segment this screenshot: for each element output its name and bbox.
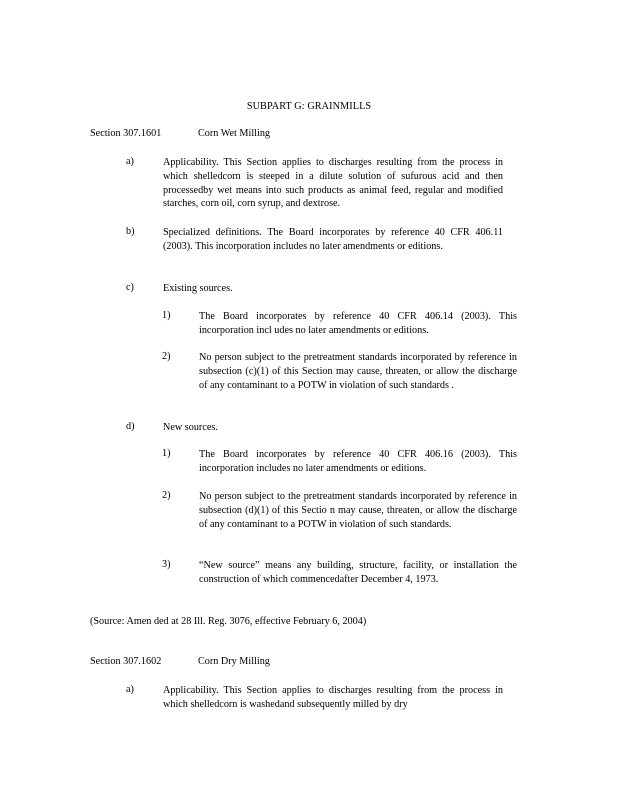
paragraph-marker: a) (126, 684, 134, 695)
section-number: Section 307.1601 (90, 128, 162, 139)
paragraph-marker: a) (126, 156, 134, 167)
subparagraph-marker: 1) (162, 448, 171, 459)
section-heading-1601 (90, 128, 271, 139)
subparagraph-marker: 1) (162, 310, 171, 321)
paragraph-text: Applicability. This Section applies to discharges resulting from the process in which shelledcorn is washedand subsequently milled by dry (163, 685, 503, 710)
subparagraph-text: The Board incorporates by reference 40 CFR 406.16 (2003). This incorporation includes no later amendments or editions. (199, 449, 517, 474)
section-number: Section 307.1602 (90, 656, 162, 667)
source-note: (Source: Amen ded at 28 Ill. Reg. 3076, effective February 6, 2004) (90, 616, 367, 627)
subparagraph-text: No person subject to the pretreatment standards incorporated by reference in subsection (d)(1) of this Sectio n may cause, threaten, or allow the discharge of any contaminant to a POTW in violation of such standards. (199, 491, 517, 530)
paragraph-text: Existing sources. (163, 283, 233, 294)
subparagraph-marker: 2) (162, 490, 171, 501)
subparagraph-text: No person subject to the pretreatment standards incorporated by reference in subsection (c)(1) of this Section may cause, threaten, or allow the discharge of any contaminant to a POTW in violation of such standards . (199, 352, 517, 391)
subparagraph-text: The Board incorporates by reference 40 CFR 406.14 (2003). This incorporation incl udes no later amendments or editions. (199, 311, 517, 336)
subparagraph-text: “New source” means any building, structure, facility, or installation the construction of which commencedafter December 4, 1973. (199, 560, 517, 585)
subpart-title: SUBPART G: GRAINMILLS (246, 101, 372, 112)
paragraph-text: Applicability. This Section applies to discharges resulting from the process in which shelledcorn is steeped in a dilute solution of sufurous acid and then processedby wet means into such products as animal feed, regular and modified starches, corn oil, corn syrup, and dextrose. (163, 157, 503, 210)
paragraph-marker: b) (126, 226, 135, 237)
paragraph-marker: d) (126, 421, 135, 432)
section-name: Corn Dry Milling (198, 656, 270, 667)
subparagraph-marker: 3) (162, 559, 171, 570)
paragraph-marker: c) (126, 282, 134, 293)
section-name: Corn Wet Milling (198, 128, 271, 139)
paragraph-text: Specialized definitions. The Board incorporates by reference 40 CFR 406.11 (2003). This incorporation includes no later amendments or editions. (163, 227, 503, 252)
subparagraph-marker: 2) (162, 351, 171, 362)
paragraph-text: New sources. (163, 422, 218, 433)
section-heading-1602 (90, 656, 270, 667)
